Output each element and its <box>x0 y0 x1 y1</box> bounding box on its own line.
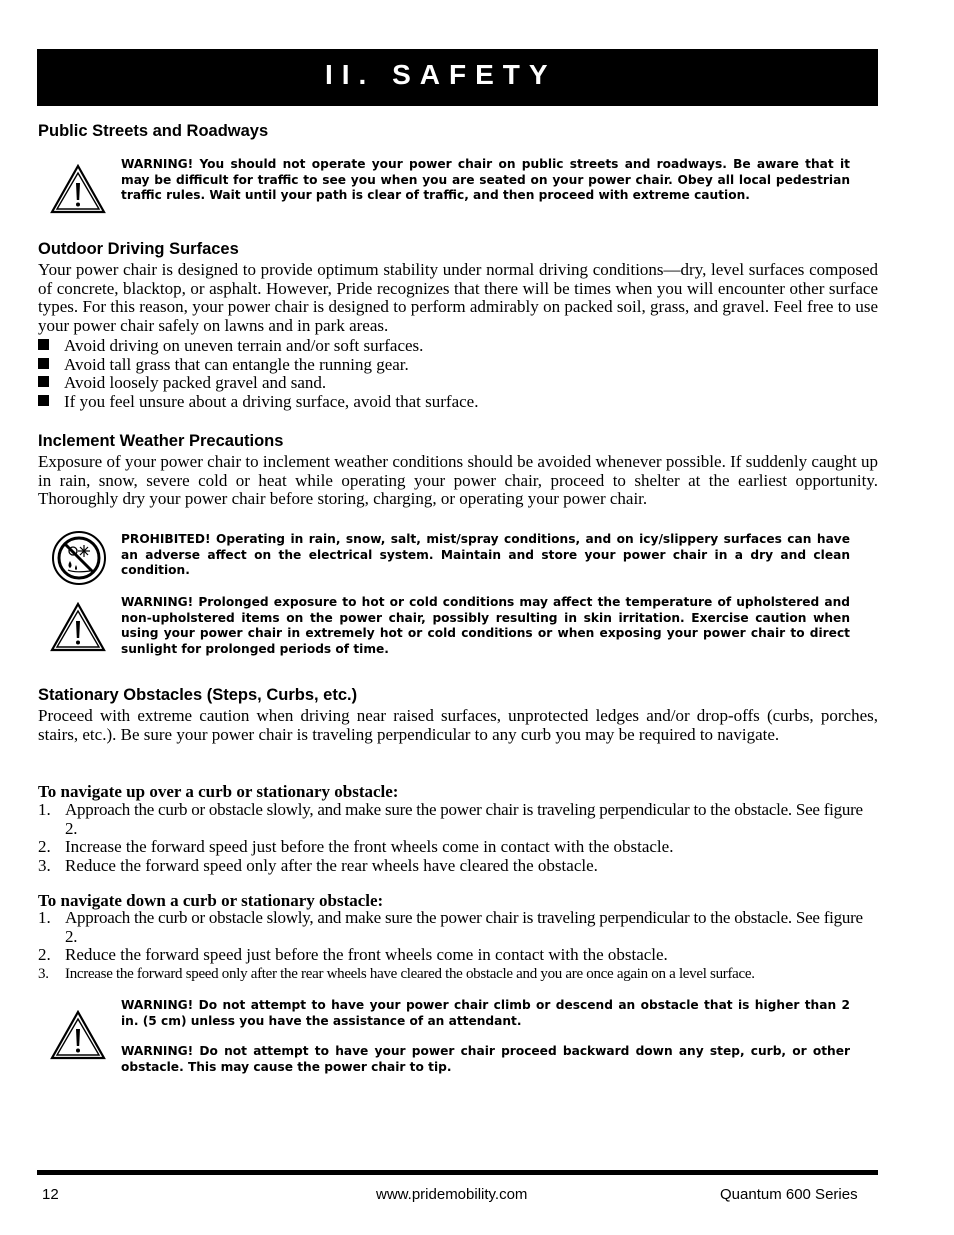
footer-url: www.pridemobility.com <box>376 1186 528 1203</box>
paragraph-stationary-obstacles: Proceed with extreme caution when driving near raised surfaces, unprotected ledges and/or drop-offs (curbs, porches, stairs, etc.). Be sure your power chair is traveling perpendicular to any curb you may be required to navigate. <box>38 706 878 744</box>
warning-public-streets: WARNING! You should not operate your power chair on public streets and roadways. Be aware that it may be difficult for traffic to see you when you are seated on your power chair. Obey all local pedestrian traffic rules. Wait until your path is clear of traffic, and then proceed with extreme caution. <box>121 157 850 203</box>
list-item: Avoid driving on uneven terrain and/or soft surfaces. <box>38 336 423 356</box>
warning-backward-descent: WARNING! Do not attempt to have your power chair proceed backward down any step, curb, or other obstacle. This may cause the power chair to tip. <box>121 1044 850 1074</box>
list-item: Avoid loosely packed gravel and sand. <box>38 373 326 393</box>
footer-rule <box>37 1170 878 1175</box>
subheading-navigate-up: To navigate up over a curb or stationary obstacle: <box>38 782 399 801</box>
heading-public-streets: Public Streets and Roadways <box>38 122 269 140</box>
heading-stationary-obstacles: Stationary Obstacles (Steps, Curbs, etc.) <box>38 686 358 704</box>
section-title: II. SAFETY <box>325 59 557 90</box>
paragraph-outdoor-surfaces: Your power chair is designed to provide optimum stability under normal driving conditions—dry, level surfaces composed of concrete, blacktop, or asphalt. However, Pride recognizes that there will be times when you will encounter other surface types. For this reason, your power chair is designed to perform admirably on packed soil, grass, and gravel. Feel free to use your power chair safely on lawns and in park areas. <box>38 260 878 335</box>
warning-icon <box>50 1010 106 1060</box>
heading-outdoor-surfaces: Outdoor Driving Surfaces <box>38 240 239 258</box>
warning-temperature: WARNING! Prolonged exposure to hot or cold conditions may affect the temperature of upholstered and non-upholstered items on the power chair, possibly resulting in skin irritation. Exercise caution when using your power chair in extremely hot or cold conditions or when exposing your power chair to direct sunlight for prolonged periods of time. <box>121 595 850 656</box>
footer-series: Quantum 600 Series <box>720 1186 858 1203</box>
page-number: 12 <box>42 1186 59 1203</box>
bullet-square-icon <box>38 376 49 387</box>
paragraph-inclement-weather: Exposure of your power chair to inclement weather conditions should be avoided whenever possible. If suddenly caught up in rain, snow, severe cold or heat while operating your power chair, proceed to shelter at the earliest opportunity. Thoroughly dry your power chair before storing, charging, or operating your power chair. <box>38 452 878 509</box>
prohibited-weather-notice: PROHIBITED! Operating in rain, snow, salt, mist/spray conditions, and on icy/slippery surfaces can have an adverse affect on the electrical system. Maintain and store your power chair in a dry and clean condition. <box>121 532 850 578</box>
bullet-square-icon <box>38 395 49 406</box>
bullet-square-icon <box>38 339 49 350</box>
prohibited-weather-icon <box>51 530 107 586</box>
list-item: Avoid tall grass that can entangle the running gear. <box>38 355 409 375</box>
warning-icon <box>50 602 106 652</box>
subheading-navigate-down: To navigate down a curb or stationary obstacle: <box>38 891 384 910</box>
bullet-square-icon <box>38 358 49 369</box>
warning-icon <box>50 164 106 214</box>
heading-inclement-weather: Inclement Weather Precautions <box>38 432 284 450</box>
list-item: If you feel unsure about a driving surface, avoid that surface. <box>38 392 478 412</box>
section-banner <box>37 49 878 106</box>
warning-obstacle-height: WARNING! Do not attempt to have your power chair climb or descend an obstacle that is higher than 2 in. (5 cm) unless you have the assistance of an attendant. <box>121 998 850 1028</box>
